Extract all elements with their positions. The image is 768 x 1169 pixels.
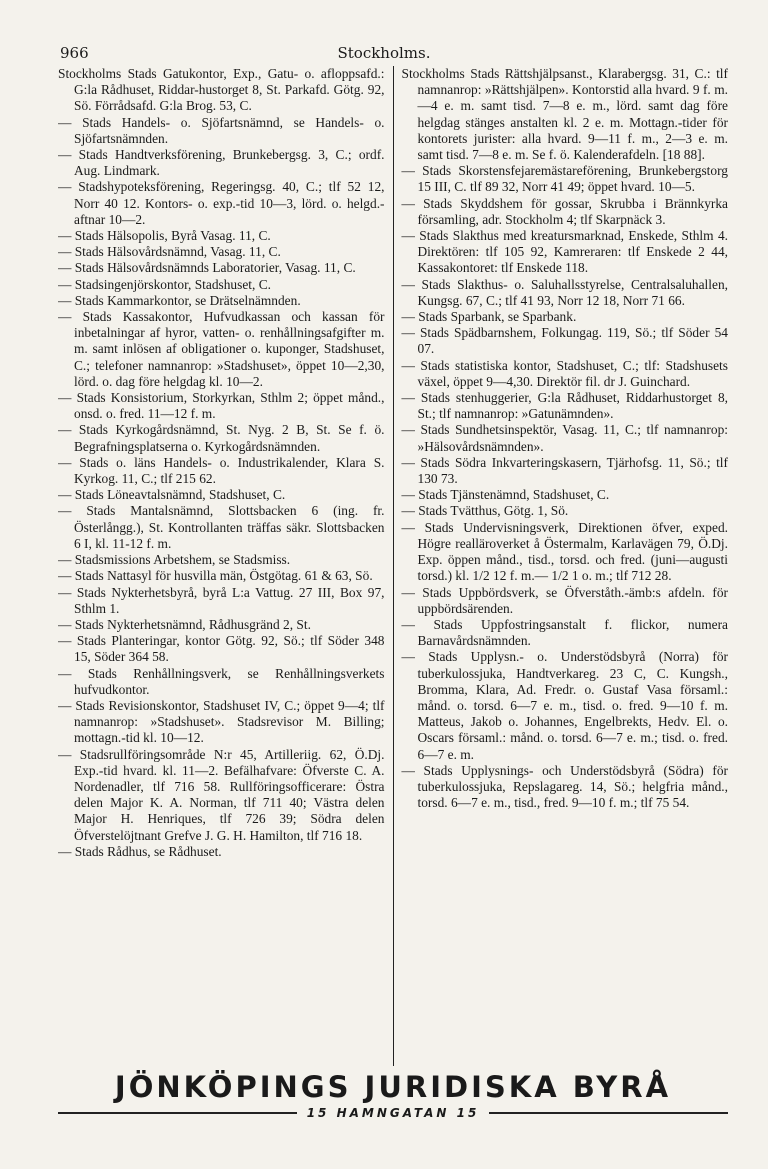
directory-entry: — Stads Handtverksförening, Brunkebergsg. 3, C.; ordf. Aug. Lindmark.	[58, 147, 385, 179]
directory-entry: — Stads statistiska kontor, Stadshuset, C.; tlf: Stadshusets växel, öppet 9—4,30. Direktör fil. dr J. Guinchard.	[401, 357, 728, 389]
directory-entry: — Stads Löneavtalsnämnd, Stadshuset, C.	[58, 487, 286, 503]
directory-entry: — Stads Tjänstenämnd, Stadshuset, C.	[401, 487, 610, 503]
directory-entry: — Stads Spädbarnshem, Folkungag. 119, Sö.; tlf Söder 54 07.	[401, 325, 728, 357]
rule-left	[58, 1112, 297, 1114]
rule-right	[489, 1112, 728, 1114]
directory-entry: — Stads stenhuggerier, G:la Rådhuset, Riddarhustorget 8, St.; tlf namnanrop: »Gatunämnden».	[401, 390, 728, 422]
directory-entry: Stockholms Stads Rättshjälpsanst., Klarabergsg. 31, C.: tlf namnanrop: »Rättshjälpen». Kontorstid alla hvard. 9 f. m. —4 e. m. samt tisd. 7—8 e. m., lörd. samt dag före helgdag stänges anstalten kl. 2 e. m. Mottagn.-tider för kontorets jurister: alla hvard. 9—11 f. m., 2—3 e. m. samt tisd. 7—8 e. m. Se f. ö. Kalenderafdeln. [18 88].	[401, 66, 728, 163]
ad-address-row	[58, 1106, 728, 1120]
directory-entry: Stockholms Stads Gatukontor, Exp., Gatu- o. afloppsafd.: G:la Rådhuset, Riddar-hustorget 8, St. Parkafd. Götg. 92, Sö. Förrådsafd. G:la Brog. 53, C.	[58, 66, 385, 114]
page-header	[0, 44, 768, 66]
ad-title: JÖNKÖPINGS JURIDISKA BYRÅ	[114, 1070, 672, 1104]
ad-address: 15 HAMNGATAN 15	[306, 1106, 480, 1120]
directory-entry: — Stads Planteringar, kontor Götg. 92, Sö.; tlf Söder 348 15, Söder 364 58.	[58, 633, 385, 665]
directory-entry: — Stads Slakthus- o. Saluhallsstyrelse, Centralsaluhallen, Kungsg. 67, C.; tlf 41 93, Norr 12 18, Norr 71 66.	[401, 276, 728, 308]
directory-entry: — Stads Handels- o. Sjöfartsnämnd, se Handels- o. Sjöfartsnämnden.	[58, 114, 385, 146]
directory-entry: — Stads Hälsovårdsnämnds Laboratorier, Vasag. 11, C.	[58, 260, 356, 276]
directory-entry: — Stadsingenjörskontor, Stadshuset, C.	[58, 276, 271, 292]
directory-entry: — Stadsrullföringsområde N:r 45, Artilleriig. 62, Ö.Dj. Exp.-tid hvard. kl. 11—2. Befälhafvare: Öfverste C. A. Nordenadler, tlf 716 58. Rullföringsofficerare: Östra delen Major K. A. Norman, tlf 711 40; Västra delen Major H. Henriques, tlf 726 39; Södra delen Öfverstelöjtnant Grefve J. G. H. Hamilton, tlf 716 18.	[58, 746, 385, 843]
page-number: 966	[60, 44, 89, 62]
directory-entry: — Stadshypoteksförening, Regeringsg. 40, C.; tlf 52 12, Norr 40 12. Kontors- o. exp.-tid 10—3, lörd. o. helgd.-aftnar 10—2.	[58, 179, 385, 227]
directory-entry: — Stads Sparbank, se Sparbank.	[401, 309, 577, 325]
directory-entry: — Stads Upplysnings- och Understödsbyrå (Södra) för tuberkulossjuka, Repslagareg. 14, Sö.; helgfria månd., torsd. 6—7 e. m., tisd., fred. 9—10 f. m.; tlf 75 54.	[401, 762, 728, 811]
directory-entry: — Stads Tvätthus, Götg. 1, Sö.	[401, 503, 569, 519]
directory-entry: — Stads Revisionskontor, Stadshuset IV, C.; öppet 9—4; tlf namnanrop: »Stadshuset». Stadsrevisor M. Billing; mottagn.-tid kl. 10—12.	[58, 697, 385, 746]
directory-entry: — Stads Slakthus med kreatursmarknad, Enskede, Sthlm 4. Direktören: tlf 105 92, Kamreraren: tlf Enskede 2 44, Kassakontoret: tlf Enskede 118.	[401, 228, 728, 276]
directory-entry: — Stads Upplysn.- o. Understödsbyrå (Norra) för tuberkulossjuka, Handtverkareg. 23 C, C. Kungsh., Bromma, Klara, Ad. Fredr. o. Gustaf Vasa församl.: månd. o. torsd. 6—7 e. m., tisd. o. fred. 9—10 f. m. Matteus, Jakob o. Johannes, Engelbrekts, Hedv. El. o. Oscars församl.: månd. o. torsd. 6—7 e. m.; tisd. o. fred. 6—7 e. m.	[401, 649, 728, 762]
right-column	[394, 66, 729, 1066]
directory-entry: — Stads Uppbördsverk, se Öfverståth.-ämb:s afdeln. för uppbördsärenden.	[401, 584, 728, 616]
running-title: Stockholms.	[337, 44, 431, 62]
directory-entry: — Stads Undervisningsverk, Direktionen öfver, exped. Högre realläroverket å Östermalm, Karlavägen 79, Ö.Dj. Exp. öppen månd., tisd., torsd. och fred. (juni—augusti torsd.) kl. 1/2 12 f. m.— 1/2 1 o. m.; tlf 712 28.	[401, 519, 728, 584]
directory-entry: — Stads Nattasyl för husvilla män, Östgötag. 61 & 63, Sö.	[58, 568, 373, 584]
advertisement	[58, 1070, 728, 1120]
directory-entry: — Stads Skorstensfejaremästareförening, Brunkebergstorg 15 III, C. tlf 89 32, Norr 41 49; öppet hvard. 10—5.	[401, 163, 728, 195]
directory-entry: — Stads Uppfostringsanstalt f. flickor, numera Barnavårdsnämnden.	[401, 616, 728, 649]
directory-entry: — Stads Renhållningsverk, se Renhållningsverkets hufvudkontor.	[58, 665, 385, 697]
left-column	[58, 66, 394, 1066]
directory-entry: — Stadsmissions Arbetshem, se Stadsmiss.	[58, 552, 291, 568]
directory-entry: — Stads Nykterhetsnämnd, Rådhusgränd 2, St.	[58, 616, 311, 632]
directory-entry: — Stads Kammarkontor, se Drätselnämnden.	[58, 292, 301, 308]
directory-entry: — Stads o. läns Handels- o. Industrikalender, Klara S. Kyrkog. 11, C.; tlf 215 62.	[58, 454, 385, 487]
directory-entry: — Stads Kyrkogårdsnämnd, St. Nyg. 2 B, St. Se f. ö. Begrafningsplatserna o. Kyrkogårdsnämnden.	[58, 422, 385, 454]
directory-entry: — Stads Kassakontor, Hufvudkassan och kassan för inbetalningar af hyror, vatten- o. renhållningsafgifter m. m. samt inlösen af obligationer o. kuponger, Stadshuset, C.; telefoner namnanrop: »Stadshuset», öppet 10—2,30, lörd. o. dag före helgdag kl. 10—2.	[58, 309, 385, 389]
directory-entry: — Stads Sundhetsinspektör, Vasag. 11, C.; tlf namnanrop: »Hälsovårdsnämnden».	[401, 422, 728, 454]
directory-entry: — Stads Södra Inkvarteringskasern, Tjärhofsg. 11, Sö.; tlf 130 73.	[401, 454, 728, 487]
directory-entry: — Stads Hälsopolis, Byrå Vasag. 11, C.	[58, 228, 271, 244]
text-columns	[58, 66, 728, 1066]
directory-entry: — Stads Konsistorium, Storkyrkan, Sthlm 2; öppet månd., onsd. o. fred. 11—12 f. m.	[58, 390, 385, 422]
directory-entry: — Stads Skyddshem för gossar, Skrubba i Brännkyrka församling, adr. Stockholm 4; tlf Skarpnäck 3.	[401, 195, 728, 227]
directory-entry: — Stads Nykterhetsbyrå, byrå L:a Vattug. 27 III, Box 97, Sthlm 1.	[58, 584, 385, 616]
directory-entry: — Stads Hälsovårdsnämnd, Vasag. 11, C.	[58, 244, 281, 260]
directory-entry: — Stads Mantalsnämnd, Slottsbacken 6 (ing. fr. Österlångg.), St. Kontrollanten träffas säkr. Slottsbacken 6 I, kl. 11-12 f. m.	[58, 503, 385, 551]
directory-entry: — Stads Rådhus, se Rådhuset.	[58, 843, 222, 859]
